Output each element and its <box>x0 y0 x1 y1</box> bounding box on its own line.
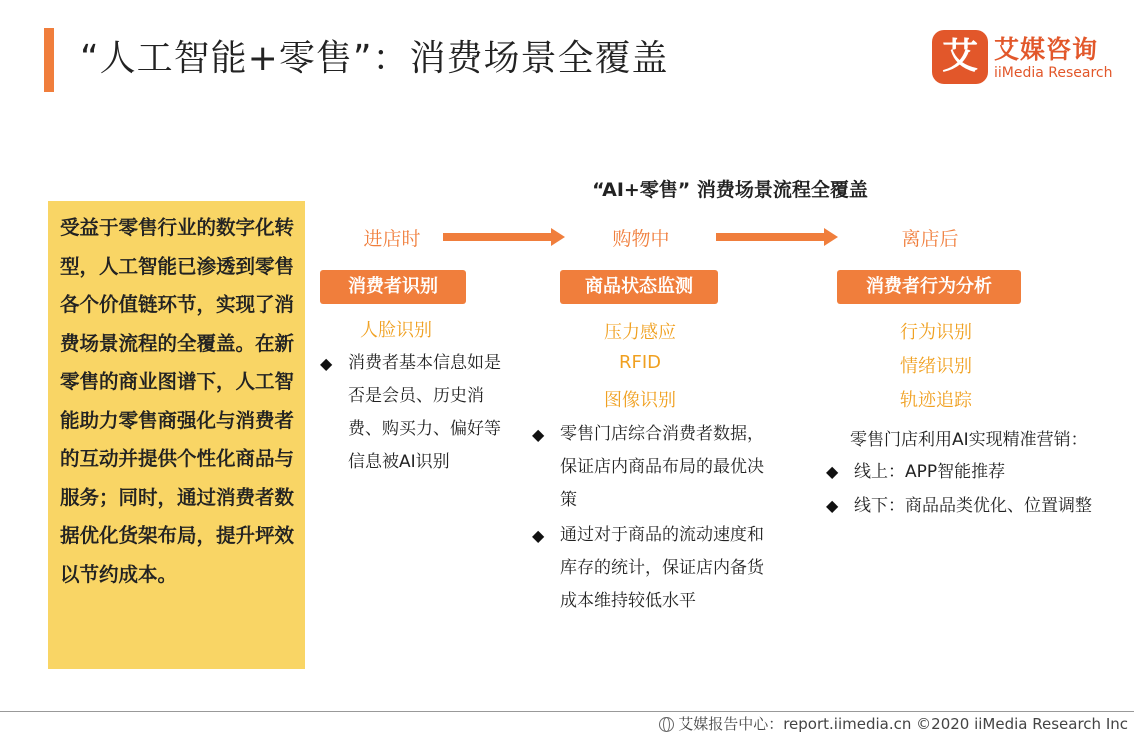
list-item: ◆ 消费者基本信息如是否是会员、历史消费、购买力、偏好等信息被AI识别 <box>320 347 510 479</box>
tag-product-monitoring: 商品状态监测 <box>560 270 718 304</box>
tech-emotion-recognition: 情绪识别 <box>900 356 972 377</box>
logo-mark-icon: 艾 <box>932 30 988 84</box>
tech-face-recognition: 人脸识别 <box>360 320 432 341</box>
diamond-bullet-icon: ◆ <box>826 496 839 515</box>
stage-label-enter: 进店时 <box>363 228 421 250</box>
logo-chinese-name: 艾媒咨询 <box>994 35 1099 64</box>
summary-box <box>48 201 305 669</box>
diamond-bullet-icon: ◆ <box>532 425 545 444</box>
logo-english-name: iiMedia Research <box>994 65 1113 81</box>
diamond-bullet-icon: ◆ <box>826 462 839 481</box>
bullet-list-shopping <box>532 418 772 618</box>
stage-label-shopping: 购物中 <box>612 228 670 250</box>
footer-text: 艾媒报告中心：report.iimedia.cn ©2020 iiMedia Research Inc <box>678 715 1128 733</box>
flow-arrow-icon <box>443 231 565 243</box>
footer-divider <box>0 711 1134 712</box>
tech-rfid: RFID <box>618 352 662 373</box>
summary-text: 受益于零售行业的数字化转型，人工智能已渗透到零售各个价值链环节，实现了消费场景流程的全覆盖。在新零售的商业图谱下，人工智能助力零售商强化与消费者的互动并提供个性化商品与服务；同时，通过消费者数据优化货架布局，提升坪效以节约成本。 <box>60 216 295 586</box>
footer <box>659 713 1128 734</box>
list-item: ◆ 零售门店综合消费者数据，保证店内商品布局的最优决策 <box>532 418 772 517</box>
flow-title: “AI+零售” 消费场景流程全覆盖 <box>592 179 868 201</box>
stage-label-leave: 离店后 <box>901 228 959 250</box>
iimedia-logo <box>932 30 1122 86</box>
bullet-list-leave <box>826 455 1131 523</box>
list-item: ◆ 线上：APP智能推荐 <box>826 455 1131 489</box>
diamond-bullet-icon: ◆ <box>532 526 545 545</box>
title-accent-bar <box>44 28 54 92</box>
marketing-intro: 零售门店利用AI实现精准营销： <box>850 430 1088 450</box>
page-title: “人工智能+零售”：消费场景全覆盖 <box>80 38 669 79</box>
list-item: ◆ 线下：商品品类优化、位置调整 <box>826 489 1131 523</box>
bullet-list-enter <box>320 347 510 479</box>
list-item: ◆ 通过对于商品的流动速度和库存的统计，保证店内备货成本维持较低水平 <box>532 519 772 618</box>
tech-behavior-recognition: 行为识别 <box>900 322 972 343</box>
tech-pressure-sensing: 压力感应 <box>604 322 676 343</box>
tag-consumer-identification: 消费者识别 <box>320 270 466 304</box>
globe-icon <box>659 717 674 732</box>
diamond-bullet-icon: ◆ <box>320 354 333 373</box>
tag-behavior-analysis: 消费者行为分析 <box>837 270 1021 304</box>
tech-image-recognition: 图像识别 <box>604 390 676 411</box>
flow-arrow-icon <box>716 231 838 243</box>
tech-trajectory-tracking: 轨迹追踪 <box>900 390 972 411</box>
